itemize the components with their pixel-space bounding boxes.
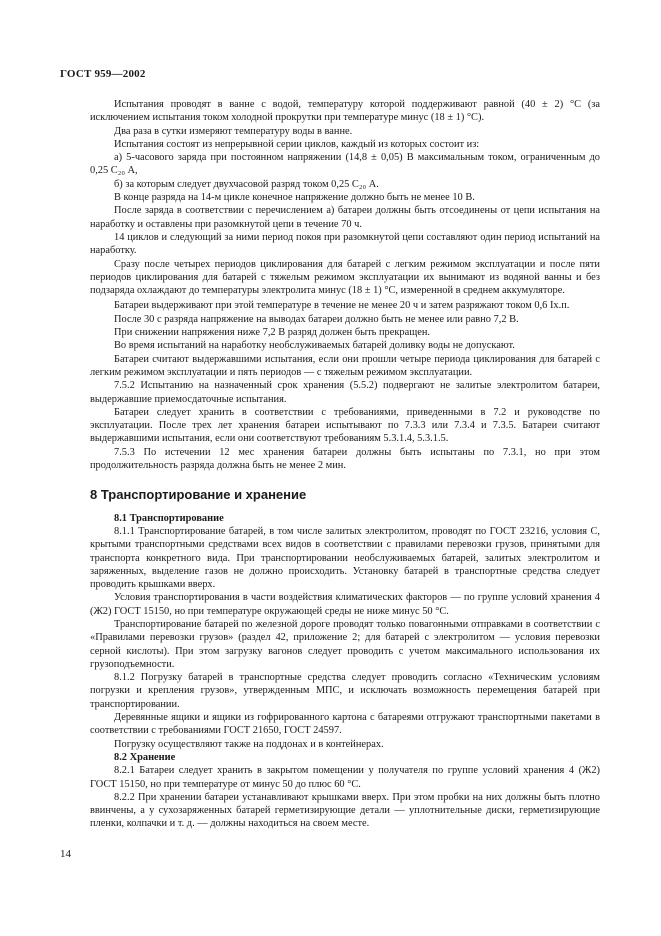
list-item: б) за которым следует двухчасовой разряд током 0,25 C₂₀ А. bbox=[114, 178, 379, 190]
page-number: 14 bbox=[60, 848, 71, 860]
paragraph: При снижении напряжения ниже 7,2 В разряд должен быть прекращен. bbox=[114, 327, 430, 339]
subsection-title: 8.2 Хранение bbox=[114, 751, 176, 763]
document-body bbox=[90, 98, 600, 831]
list-item: а) 5-часового заряда при постоянном напряжении (14,8 ± 0,05) В максимальным током, ограниченным до 0,25 C₂₀ А, bbox=[90, 152, 600, 177]
paragraph: Условия транспортирования в части воздействия климатических факторов — по группе условий хранения 4 (Ж2) ГОСТ 15150, но при температуре окружающей среды не ниже минус 50 °С. bbox=[90, 592, 600, 617]
paragraph: 8.2.2 При хранении батареи устанавливают крышками вверх. При этом пробки на них должны быть плотно ввинчены, а у сухозаряженных батарей герметизирующие детали — уплотнительные диски, герметизирующие пленки, колпачки и т. д. — должны находиться на своем месте. bbox=[90, 791, 600, 830]
paragraph: Два раза в сутки измеряют температуру воды в ванне. bbox=[114, 125, 353, 137]
paragraph: 8.1.1 Транспортирование батарей, в том числе залитых электролитом, проводят по ГОСТ 23216, условия С, крытыми транспортными средствами всех видов в соответствии с правилами перевозки грузов, принятыми для транспорта конкретного вида. При транспортировании необслуживаемых батарей, залитых электролитом и заряженных, выделение газов не должно происходить. Установку батарей в транспортные средства следует проводить крышками вверх. bbox=[90, 525, 600, 591]
paragraph: В конце разряда на 14-м цикле конечное напряжение должно быть не менее 10 В. bbox=[114, 192, 475, 204]
paragraph: Во время испытаний на наработку необслуживаемых батарей доливку воды не допускают. bbox=[114, 340, 515, 352]
paragraph: Транспортирование батарей по железной дороге проводят только повагонными отправками в соответствии с «Правилами перевозки грузов» (раздел 42, приложение 2; для батарей с электролитом — условия перевозки серной кислоты). При этом загрузку вагонов следует проводить с учетом максимального использования их грузоподъемности. bbox=[90, 618, 600, 670]
paragraph: 7.5.3 По истечении 12 мес хранения батареи должны быть испытаны по 7.3.1, но при этом продолжительность разряда должна быть не менее 2 мин. bbox=[90, 446, 600, 472]
paragraph: После 30 с разряда напряжение на выводах батареи должно быть не менее или равно 7,2 В. bbox=[114, 313, 519, 325]
paragraph: Батареи выдерживают при этой температуре в течение не менее 20 ч и затем разряжают током 0,6 Iх.п. bbox=[114, 300, 570, 312]
paragraph: 7.5.2 Испытанию на назначенный срок хранения (5.5.2) подвергают не залитые электролитом батареи, выдержавшие приемосдаточные испытания. bbox=[90, 380, 600, 405]
paragraph: Сразу после четырех периодов циклирования для батарей с легким режимом эксплуатации и после пяти периодов циклирования для батарей с тяжелым режимом эксплуатации их вынимают из водяной ванны и без подзаряда охлаждают до температуры электролита минус (18 ± 1) °С, измеренной в среднем аккумуляторе. bbox=[90, 258, 600, 297]
paragraph: Деревянные ящики и ящики из гофрированного картона с батареями отгружают транспортными пакетами в соответствии с требованиями ГОСТ 21650, ГОСТ 24597. bbox=[90, 712, 600, 737]
section-title: 8 Транспортирование и хранение bbox=[90, 487, 307, 503]
paragraph: Испытания проводят в ванне с водой, температуру которой поддерживают равной (40 ± 2) °С (за исключением испытания током холодной прокрутки при температуре минус (18 ± 1) °С). bbox=[90, 99, 600, 124]
paragraph: 14 циклов и следующий за ними период покоя при разомкнутой цепи составляют один период испытаний на наработку. bbox=[90, 231, 600, 257]
paragraph: Батареи считают выдержавшими испытания, если они прошли четыре периода циклирования для батарей с легким режимом эксплуатации и пять периодов — с тяжелым режимом эксплуатации. bbox=[90, 353, 600, 378]
paragraph: 8.2.1 Батареи следует хранить в закрытом помещении у получателя по группе условий хранения 4 (Ж2) ГОСТ 15150, но при температуре от минус 50 до плюс 60 °С. bbox=[90, 765, 600, 790]
paragraph: Испытания состоят из непрерывной серии циклов, каждый из которых состоит из: bbox=[114, 138, 480, 150]
document-header: ГОСТ 959—2002 bbox=[60, 68, 146, 80]
paragraph: После заряда в соответствии с перечислением а) батареи должны быть отсоединены от цепи испытания на наработку и оставлены при разомкнутой цепи в течение 70 ч. bbox=[90, 205, 600, 230]
paragraph: Погрузку осуществляют также на поддонах и в контейнерах. bbox=[114, 738, 384, 750]
paragraph: 8.1.2 Погрузку батарей в транспортные средства следует проводить согласно «Техническим условиям погрузки и крепления грузов», утвержденным МПС, и исключать возможность перемещения батарей при транспортировании. bbox=[90, 672, 600, 710]
paragraph: Батареи следует хранить в соответствии с требованиями, приведенными в 7.2 и руководстве по эксплуатации. После трех лет хранения батареи испытывают по 7.3.3 или 7.3.4 и 7.3.5. Батареи считают выдержавшими испытания, если они соответствуют требованиям 5.3.1.4, 5.3.1.5. bbox=[90, 406, 600, 445]
subsection-title: 8.1 Транспортирование bbox=[114, 512, 224, 524]
